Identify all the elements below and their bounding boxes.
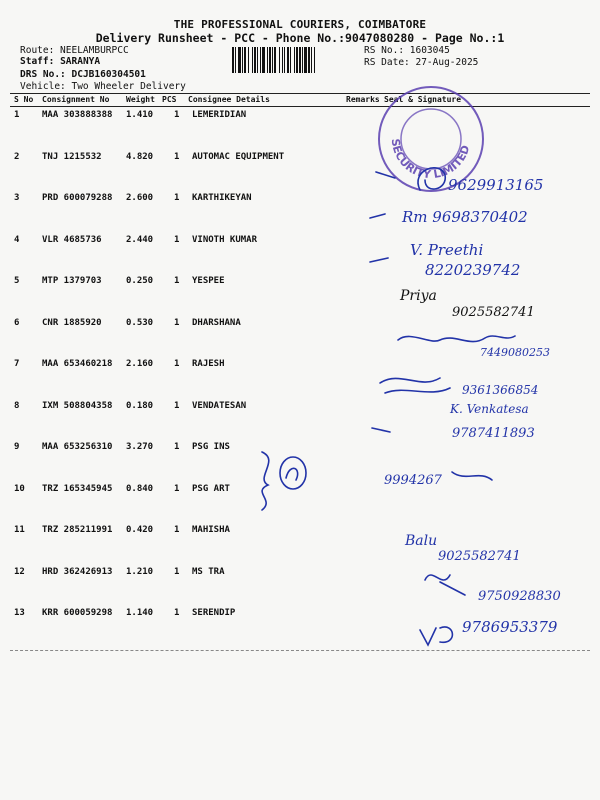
row-sno: 3: [14, 193, 20, 203]
row-weight: 2.440: [126, 235, 154, 245]
row-pcs: 1: [174, 318, 180, 328]
barcode: [232, 47, 360, 73]
row-sno: 9: [14, 442, 20, 452]
phone-r6: 7449080253: [480, 346, 550, 359]
row-consignment: VLR 4685736: [42, 235, 102, 245]
signature-r9-inner: [286, 468, 298, 480]
barcode-bar: [269, 47, 271, 73]
staff-line: [20, 56, 100, 67]
staff-label: Staff:: [20, 56, 55, 67]
table-row: [10, 567, 450, 581]
row-consignee: SERENDIP: [192, 608, 236, 618]
row-consignment: PRD 600079288: [42, 193, 113, 203]
row-pcs: 1: [174, 484, 180, 494]
row-sno: 11: [14, 525, 25, 535]
row-sno: 12: [14, 567, 25, 577]
row-pcs: 1: [174, 401, 180, 411]
barcode-bar: [260, 47, 261, 73]
row-pcs: 1: [174, 525, 180, 535]
table-row: [10, 318, 450, 332]
row-pcs: 1: [174, 442, 180, 452]
table-row: [10, 525, 450, 539]
row-weight: 2.600: [126, 193, 154, 203]
row-consignment: IXM 508804358: [42, 401, 113, 411]
row-consignment: HRD 362426913: [42, 567, 113, 577]
row-consignment: TNJ 1215532: [42, 152, 102, 162]
runsheet-subtitle: Delivery Runsheet - PCC - Phone No.:9047080280 - Page No.:1: [95, 31, 505, 45]
table-bottom-rule: [10, 650, 590, 651]
col-sno: S No: [14, 95, 34, 104]
company-title: THE PROFESSIONAL COURIERS, COIMBATORE: [173, 18, 427, 31]
row-pcs: 1: [174, 276, 180, 286]
barcode-bar: [314, 47, 315, 73]
drs-label: DRS No.:: [20, 69, 66, 80]
phone-r12: 9750928830: [478, 589, 561, 604]
name-r8: K. Venkatesa: [450, 402, 529, 416]
row-weight: 1.140: [126, 608, 154, 618]
name-r4: V. Preethi: [410, 241, 484, 259]
barcode-bar: [244, 47, 246, 73]
row-consignee: VENDATESAN: [192, 401, 247, 411]
col-weight: Weight: [126, 95, 155, 104]
row-consignee: LEMERIDIAN: [192, 110, 247, 120]
signature-r6: [398, 336, 515, 342]
name-r11: Balu: [405, 533, 438, 549]
row-weight: 1.210: [126, 567, 154, 577]
col-seal: Seal & Signature: [384, 95, 462, 104]
barcode-bar: [279, 47, 280, 73]
col-consignment: Consignment No: [42, 95, 110, 104]
staff-name: SARANYA: [60, 56, 101, 67]
row-sno: 2: [14, 152, 20, 162]
svg-text:SECURITY LIMITED: [389, 138, 473, 181]
col-consignee: Consignee Details: [188, 95, 270, 104]
row-pcs: 1: [174, 567, 180, 577]
row-sno: 5: [14, 276, 20, 286]
drs-line: [20, 69, 146, 80]
row-weight: 0.840: [126, 484, 154, 494]
name-r5: Priya: [400, 288, 437, 304]
barcode-bar: [304, 47, 307, 73]
row-pcs: 1: [174, 152, 180, 162]
signature-r13: [420, 627, 452, 645]
row-pcs: 1: [174, 235, 180, 245]
row-weight: 2.160: [126, 359, 154, 369]
row-sno: 4: [14, 235, 20, 245]
barcode-bar: [308, 47, 310, 73]
barcode-bar: [299, 47, 301, 73]
row-sno: 8: [14, 401, 20, 411]
phone-r10: 9994267: [384, 473, 442, 488]
barcode-bar: [248, 47, 249, 73]
barcode-bar: [296, 47, 298, 73]
dash-mark-r3: [370, 214, 385, 218]
barcode-bar: [238, 47, 241, 73]
row-weight: 0.530: [126, 318, 154, 328]
barcode-bar: [232, 47, 234, 73]
col-pcs: PCS: [162, 95, 177, 104]
barcode-bar: [252, 47, 253, 73]
row-consignee: PSG INS: [192, 442, 230, 452]
row-consignee: VINOTH KUMAR: [192, 235, 258, 245]
barcode-bar: [302, 47, 303, 73]
phone-r3: Rm 9698370402: [402, 208, 528, 226]
barcode-bar: [294, 47, 295, 73]
row-pcs: 1: [174, 193, 180, 203]
row-sno: 10: [14, 484, 25, 494]
rs-number: RS No.: 1603045: [364, 45, 450, 56]
row-consignee: MS TRA: [192, 567, 225, 577]
table-header: [10, 94, 590, 106]
phone-r11: 9025582741: [438, 549, 521, 564]
row-sno: 7: [14, 359, 20, 369]
table-row: [10, 442, 450, 456]
company-seal-stamp: [372, 80, 490, 198]
phone-r2: 9629913165: [448, 176, 544, 194]
phone-r4: 8220239742: [425, 261, 521, 279]
brace-mark: [262, 452, 269, 510]
dash-mark-r8: [372, 428, 390, 432]
row-consignment: TRZ 285211991: [42, 525, 113, 535]
row-weight: 0.180: [126, 401, 154, 411]
barcode-bar: [254, 47, 256, 73]
barcode-bar: [284, 47, 285, 73]
vehicle-label: Vehicle: Two Wheeler Delivery: [20, 81, 186, 92]
row-consignment: MAA 653460218: [42, 359, 113, 369]
row-consignee: MAHISHA: [192, 525, 230, 535]
barcode-bar: [257, 47, 258, 73]
row-weight: 1.410: [126, 110, 154, 120]
row-consignee: AUTOMAC EQUIPMENT: [192, 152, 285, 162]
barcode-bar: [242, 47, 243, 73]
rs-date: RS Date: 27-Aug-2025: [364, 57, 479, 68]
table-row: [10, 276, 450, 290]
row-weight: 0.250: [126, 276, 154, 286]
barcode-bar: [272, 47, 273, 73]
dash-mark-r4: [370, 258, 388, 262]
barcode-bar: [274, 47, 276, 73]
table-row: [10, 484, 450, 498]
row-pcs: 1: [174, 608, 180, 618]
barcode-bar: [311, 47, 312, 73]
row-weight: 0.420: [126, 525, 154, 535]
row-consignee: KARTHIKEYAN: [192, 193, 252, 203]
row-consignee: DHARSHANA: [192, 318, 241, 328]
phone-r7: 9361366854: [462, 383, 539, 397]
table-header-rule: [10, 106, 590, 107]
barcode-bar: [235, 47, 236, 73]
barcode-bar: [287, 47, 289, 73]
row-pcs: 1: [174, 359, 180, 369]
table-row: [10, 401, 450, 415]
row-consignee: YESPEE: [192, 276, 225, 286]
row-consignment: MTP 1379703: [42, 276, 102, 286]
barcode-bar: [282, 47, 283, 73]
row-weight: 4.820: [126, 152, 154, 162]
phone-r8: 9787411893: [452, 426, 535, 441]
signature-r10: [452, 472, 492, 480]
table-row: [10, 235, 450, 249]
row-consignee: PSG ART: [192, 484, 230, 494]
drs-number: DCJB160304501: [71, 69, 146, 80]
row-consignment: TRZ 165345945: [42, 484, 113, 494]
signature-r7: [380, 378, 450, 393]
row-consignment: MAA 303888388: [42, 110, 113, 120]
barcode-bar: [262, 47, 265, 73]
table-row: [10, 608, 450, 622]
stamp-text: SECURITY LIMITED: [388, 137, 473, 182]
row-consignment: CNR 1885920: [42, 318, 102, 328]
row-pcs: 1: [174, 110, 180, 120]
row-consignment: MAA 653256310: [42, 442, 113, 452]
row-sno: 6: [14, 318, 20, 328]
barcode-bar: [267, 47, 268, 73]
row-consignee: RAJESH: [192, 359, 225, 369]
row-sno: 13: [14, 608, 25, 618]
barcode-bar: [290, 47, 291, 73]
route-label: Route: NEELAMBURPCC: [20, 45, 129, 56]
row-consignment: KRR 600059298: [42, 608, 113, 618]
phone-r13: 9786953379: [462, 618, 558, 636]
phone-r5: 9025582741: [452, 305, 535, 320]
table-row: [10, 359, 450, 373]
row-sno: 1: [14, 110, 20, 120]
row-weight: 3.270: [126, 442, 154, 452]
col-remarks: Remarks: [346, 95, 380, 104]
